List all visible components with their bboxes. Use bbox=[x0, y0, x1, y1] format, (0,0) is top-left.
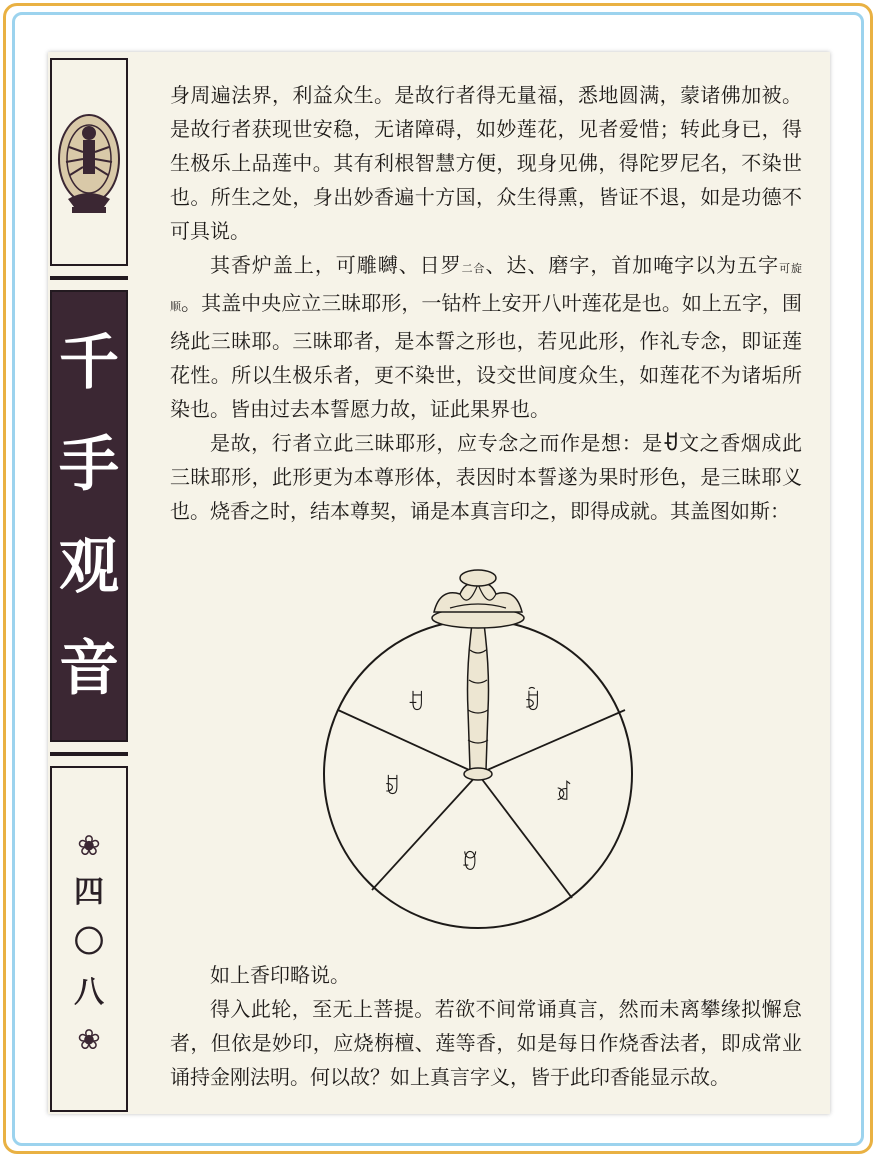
text-run: 是故，行者立此三昧耶形，应专念之而作是想：是 bbox=[210, 431, 663, 455]
annotation: 二合 bbox=[461, 262, 486, 275]
body-text-upper bbox=[170, 78, 802, 528]
text-run: 、达、磨字，首加唵字以为五字 bbox=[485, 253, 780, 277]
siddham-glyph: ꀃ bbox=[555, 781, 573, 806]
lotus-icon bbox=[432, 570, 524, 628]
paragraph-3 bbox=[170, 426, 802, 528]
page-number-char: 四 bbox=[74, 875, 104, 910]
book-title-char: 音 bbox=[59, 634, 119, 704]
paragraph-4: 如上香印略说。 bbox=[210, 963, 350, 987]
page-number-char: 八 bbox=[74, 975, 104, 1010]
paragraph-2 bbox=[170, 248, 802, 426]
text-run: 文之香烟成此三昧耶形，此形更为本尊形体，表因时本誓遂为果时形色，是三昧耶义也。烧香之时，结本尊契，诵是本真言印之，即得成就。其盖图如斯： bbox=[170, 431, 803, 523]
siddham-glyph: ꀀ bbox=[407, 691, 425, 716]
top-rule bbox=[50, 276, 128, 280]
flower-ornament-icon: ❀ bbox=[77, 1023, 101, 1056]
flower-ornament-icon: ❀ bbox=[77, 829, 101, 862]
annotation: 可旋顺 bbox=[170, 262, 803, 313]
book-title-box bbox=[50, 290, 128, 742]
text-run: 其香炉盖上，可雕嚩、日罗 bbox=[210, 253, 462, 277]
page-number-box bbox=[50, 766, 128, 1112]
guanyin-figure-icon bbox=[54, 107, 124, 217]
side-strip bbox=[48, 52, 132, 1114]
guanyin-illustration-box bbox=[50, 58, 128, 266]
book-title-char: 手 bbox=[59, 430, 119, 500]
paragraph-1: 身周遍法界，利益众生。是故行者得无量福，悉地圆满，蒙诸佛加被。是故行者获现世安稳，无诸障碍，如妙莲花，见者爱惜；转此身已，得生极乐上品莲中。其有利根智慧方便，现身见佛，得陀罗尼名，不染世也。所生之处，身出妙香遍十方国，众生得熏，皆证不退，如是功德不可具说。 bbox=[170, 83, 802, 243]
siddham-glyph: ꀂ bbox=[383, 775, 401, 800]
book-title-char: 观 bbox=[59, 532, 119, 602]
book-title-char: 千 bbox=[59, 328, 119, 398]
censer-lid-diagram bbox=[310, 560, 650, 930]
text-run: 。其盖中央应立三昧耶形，一钴杵上安开八叶莲花是也。如上五字，围绕此三昧耶。三昧耶者，是本誓之形也，若见此形，作礼专念，即证莲花性。所以生极乐者，更不染世，设交世间度众生，如莲花不为诸垢所染也。皆由过去本誓愿力故，证此果界也。 bbox=[170, 291, 803, 421]
diagram-svg bbox=[310, 560, 650, 930]
body-text-lower bbox=[170, 958, 802, 1094]
bottom-rule bbox=[50, 752, 128, 756]
paragraph-5: 得入此轮，至无上菩提。若欲不间常诵真言，然而未离攀缘拟懈怠者，但依是妙印，应烧栴檀、莲等香，如是每日作烧香法者，即成常业诵持金刚法明。何以故？如上真言字义，皆于此印香能显示故。 bbox=[170, 997, 802, 1089]
siddham-glyph: ꀀ bbox=[662, 431, 679, 455]
page-number-char: 〇 bbox=[74, 925, 104, 960]
siddham-glyph: ꀄ bbox=[461, 851, 479, 876]
siddham-glyph: ꀁ bbox=[523, 691, 541, 716]
